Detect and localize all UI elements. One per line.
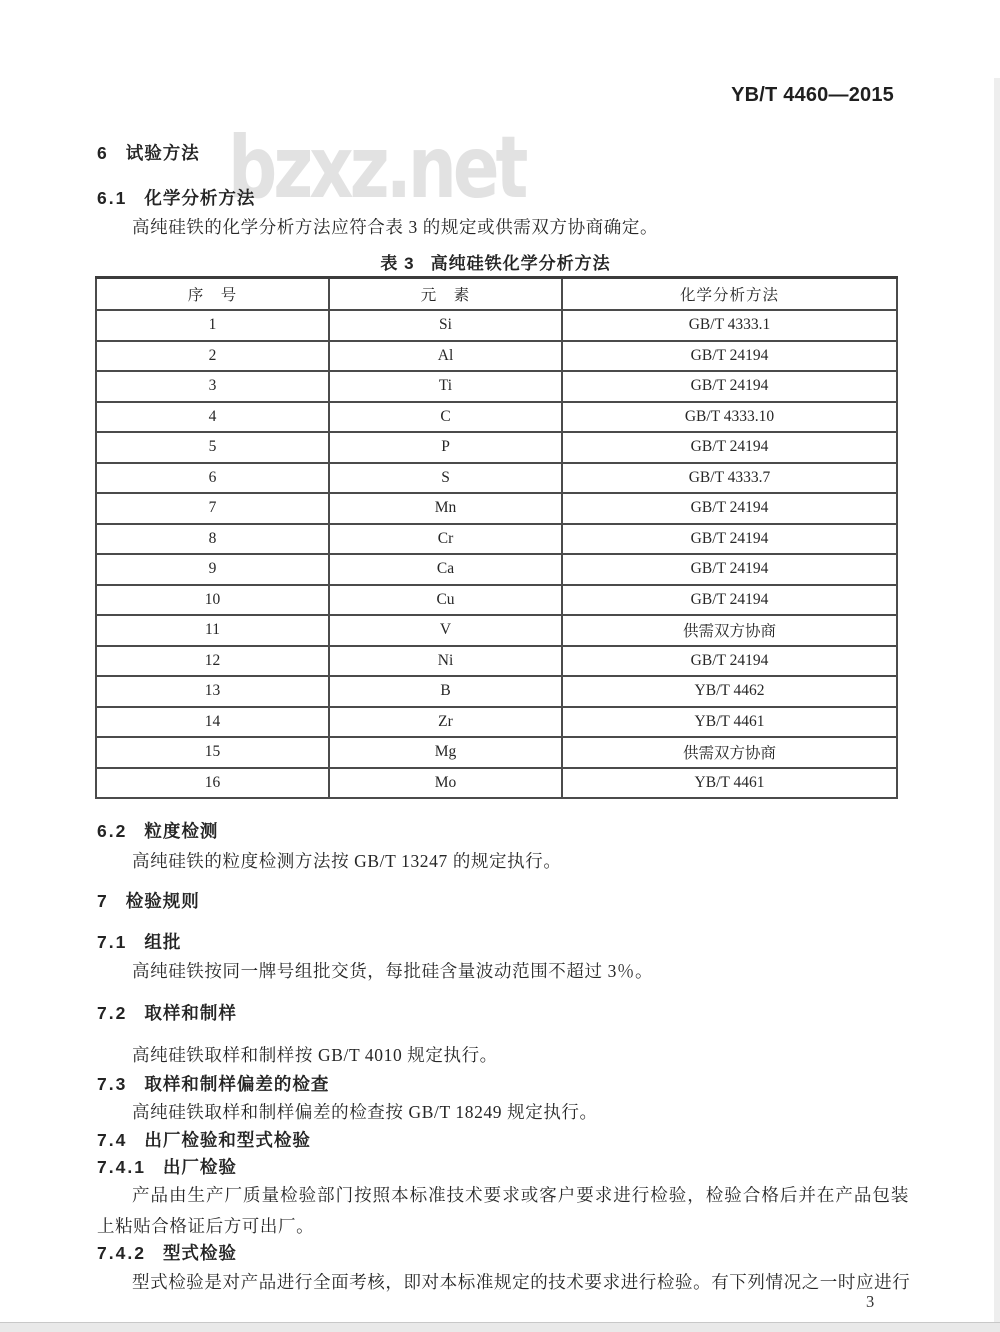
section-title: 组批 bbox=[144, 932, 182, 952]
cell-method: GB/T 24194 bbox=[562, 371, 897, 402]
paragraph-7-3: 高纯硅铁取样和制样偏差的检查按 GB/T 18249 规定执行。 bbox=[132, 1102, 598, 1122]
table-row bbox=[96, 737, 897, 768]
paragraph-7-4-1: 产品由生产厂质量检验部门按照本标准技术要求或客户要求进行检验，检验合格后并在产品包装上粘贴合格证后方可出厂。 bbox=[97, 1185, 909, 1236]
cell-method: YB/T 4461 bbox=[562, 768, 897, 799]
cell-index: 2 bbox=[96, 341, 329, 372]
table-row bbox=[96, 402, 897, 433]
section-7-heading bbox=[97, 888, 200, 913]
section-title: 取样和制样偏差的检查 bbox=[144, 1074, 330, 1094]
cell-element: Cr bbox=[329, 524, 562, 555]
table-row bbox=[96, 676, 897, 707]
header-method: 化学分析方法 bbox=[562, 278, 897, 311]
cell-element: Ni bbox=[329, 646, 562, 677]
paragraph-6-1: 高纯硅铁的化学分析方法应符合表 3 的规定或供需双方协商确定。 bbox=[132, 217, 659, 237]
section-title: 型式检验 bbox=[162, 1243, 237, 1263]
section-number: 7.4.1 bbox=[97, 1157, 146, 1177]
table-row bbox=[96, 432, 897, 463]
cell-element: Mg bbox=[329, 737, 562, 768]
table-row bbox=[96, 524, 897, 555]
cell-index: 4 bbox=[96, 402, 329, 433]
section-6-heading bbox=[97, 140, 200, 165]
table-row bbox=[96, 554, 897, 585]
section-title: 取样和制样 bbox=[144, 1003, 237, 1023]
section-title: 化学分析方法 bbox=[144, 188, 256, 208]
table-caption-label: 表 3 bbox=[380, 254, 415, 273]
section-6-2-heading bbox=[97, 818, 218, 843]
paragraph-7-1: 高纯硅铁按同一牌号组批交货，每批硅含量波动范围不超过 3％。 bbox=[132, 961, 654, 981]
cell-element: P bbox=[329, 432, 562, 463]
cell-element: Si bbox=[329, 310, 562, 341]
cell-method: GB/T 24194 bbox=[562, 585, 897, 616]
cell-element: Mo bbox=[329, 768, 562, 799]
section-7-4-2-heading bbox=[97, 1240, 237, 1265]
cell-index: 13 bbox=[96, 676, 329, 707]
paragraph-6-2: 高纯硅铁的粒度检测方法按 GB/T 13247 的规定执行。 bbox=[132, 851, 562, 871]
section-number: 6 bbox=[97, 143, 109, 163]
cell-method: YB/T 4461 bbox=[562, 707, 897, 738]
scan-edge-right bbox=[994, 78, 1000, 1331]
analysis-methods-table bbox=[95, 276, 898, 799]
cell-element: Zr bbox=[329, 707, 562, 738]
cell-element: Mn bbox=[329, 493, 562, 524]
table-3-caption bbox=[95, 249, 896, 274]
section-7-2-heading bbox=[97, 1000, 237, 1025]
section-number: 6.1 bbox=[97, 188, 128, 208]
cell-element: S bbox=[329, 463, 562, 494]
cell-element: C bbox=[329, 402, 562, 433]
section-6-1-heading bbox=[97, 185, 255, 210]
table-row bbox=[96, 371, 897, 402]
page-number: 3 bbox=[866, 1292, 875, 1311]
cell-method: YB/T 4462 bbox=[562, 676, 897, 707]
cell-index: 16 bbox=[96, 768, 329, 799]
cell-method: GB/T 4333.1 bbox=[562, 310, 897, 341]
cell-index: 10 bbox=[96, 585, 329, 616]
table-header-row bbox=[96, 278, 897, 311]
section-title: 试验方法 bbox=[125, 143, 200, 163]
section-7-3-heading bbox=[97, 1071, 329, 1096]
cell-index: 9 bbox=[96, 554, 329, 585]
cell-index: 12 bbox=[96, 646, 329, 677]
section-number: 7.4 bbox=[97, 1130, 128, 1150]
cell-index: 6 bbox=[96, 463, 329, 494]
cell-method: 供需双方协商 bbox=[562, 737, 897, 768]
table-row bbox=[96, 463, 897, 494]
section-7-4-heading bbox=[97, 1127, 311, 1152]
cell-index: 5 bbox=[96, 432, 329, 463]
cell-method: 供需双方协商 bbox=[562, 615, 897, 646]
cell-method: GB/T 24194 bbox=[562, 432, 897, 463]
table-caption-title: 高纯硅铁化学分析方法 bbox=[430, 254, 611, 273]
table-row bbox=[96, 646, 897, 677]
cell-method: GB/T 4333.7 bbox=[562, 463, 897, 494]
cell-element: Ti bbox=[329, 371, 562, 402]
cell-method: GB/T 4333.10 bbox=[562, 402, 897, 433]
watermark: bzxz.net bbox=[228, 118, 525, 218]
section-number: 7.3 bbox=[97, 1074, 128, 1094]
cell-method: GB/T 24194 bbox=[562, 524, 897, 555]
paragraph-7-2: 高纯硅铁取样和制样按 GB/T 4010 规定执行。 bbox=[132, 1045, 498, 1065]
header-index: 序 号 bbox=[96, 278, 329, 311]
standard-code: YB/T 4460—2015 bbox=[731, 84, 894, 106]
cell-index: 7 bbox=[96, 493, 329, 524]
table-row bbox=[96, 310, 897, 341]
cell-method: GB/T 24194 bbox=[562, 646, 897, 677]
section-title: 粒度检测 bbox=[144, 821, 219, 841]
section-number: 7 bbox=[97, 891, 109, 911]
section-title: 出厂检验 bbox=[162, 1157, 237, 1177]
cell-index: 3 bbox=[96, 371, 329, 402]
cell-element: V bbox=[329, 615, 562, 646]
cell-index: 8 bbox=[96, 524, 329, 555]
section-number: 7.1 bbox=[97, 932, 128, 952]
section-title: 出厂检验和型式检验 bbox=[144, 1130, 311, 1150]
cell-index: 15 bbox=[96, 737, 329, 768]
table-row bbox=[96, 768, 897, 799]
table-row bbox=[96, 341, 897, 372]
section-7-1-heading bbox=[97, 929, 181, 954]
cell-method: GB/T 24194 bbox=[562, 341, 897, 372]
section-number: 7.2 bbox=[97, 1003, 128, 1023]
section-7-4-1-heading bbox=[97, 1154, 237, 1179]
table-row bbox=[96, 707, 897, 738]
section-number: 6.2 bbox=[97, 821, 128, 841]
section-number: 7.4.2 bbox=[97, 1243, 146, 1263]
cell-element: Ca bbox=[329, 554, 562, 585]
cell-index: 14 bbox=[96, 707, 329, 738]
cell-method: GB/T 24194 bbox=[562, 554, 897, 585]
header-element: 元 素 bbox=[329, 278, 562, 311]
table-row bbox=[96, 615, 897, 646]
cell-index: 11 bbox=[96, 615, 329, 646]
table-row bbox=[96, 585, 897, 616]
cell-element: Al bbox=[329, 341, 562, 372]
cell-element: Cu bbox=[329, 585, 562, 616]
paragraph-7-4-2: 型式检验是对产品进行全面考核，即对本标准规定的技术要求进行检验。有下列情况之一时应进行 bbox=[132, 1272, 911, 1292]
cell-index: 1 bbox=[96, 310, 329, 341]
cell-method: GB/T 24194 bbox=[562, 493, 897, 524]
cell-element: B bbox=[329, 676, 562, 707]
section-title: 检验规则 bbox=[125, 891, 200, 911]
table-row bbox=[96, 493, 897, 524]
